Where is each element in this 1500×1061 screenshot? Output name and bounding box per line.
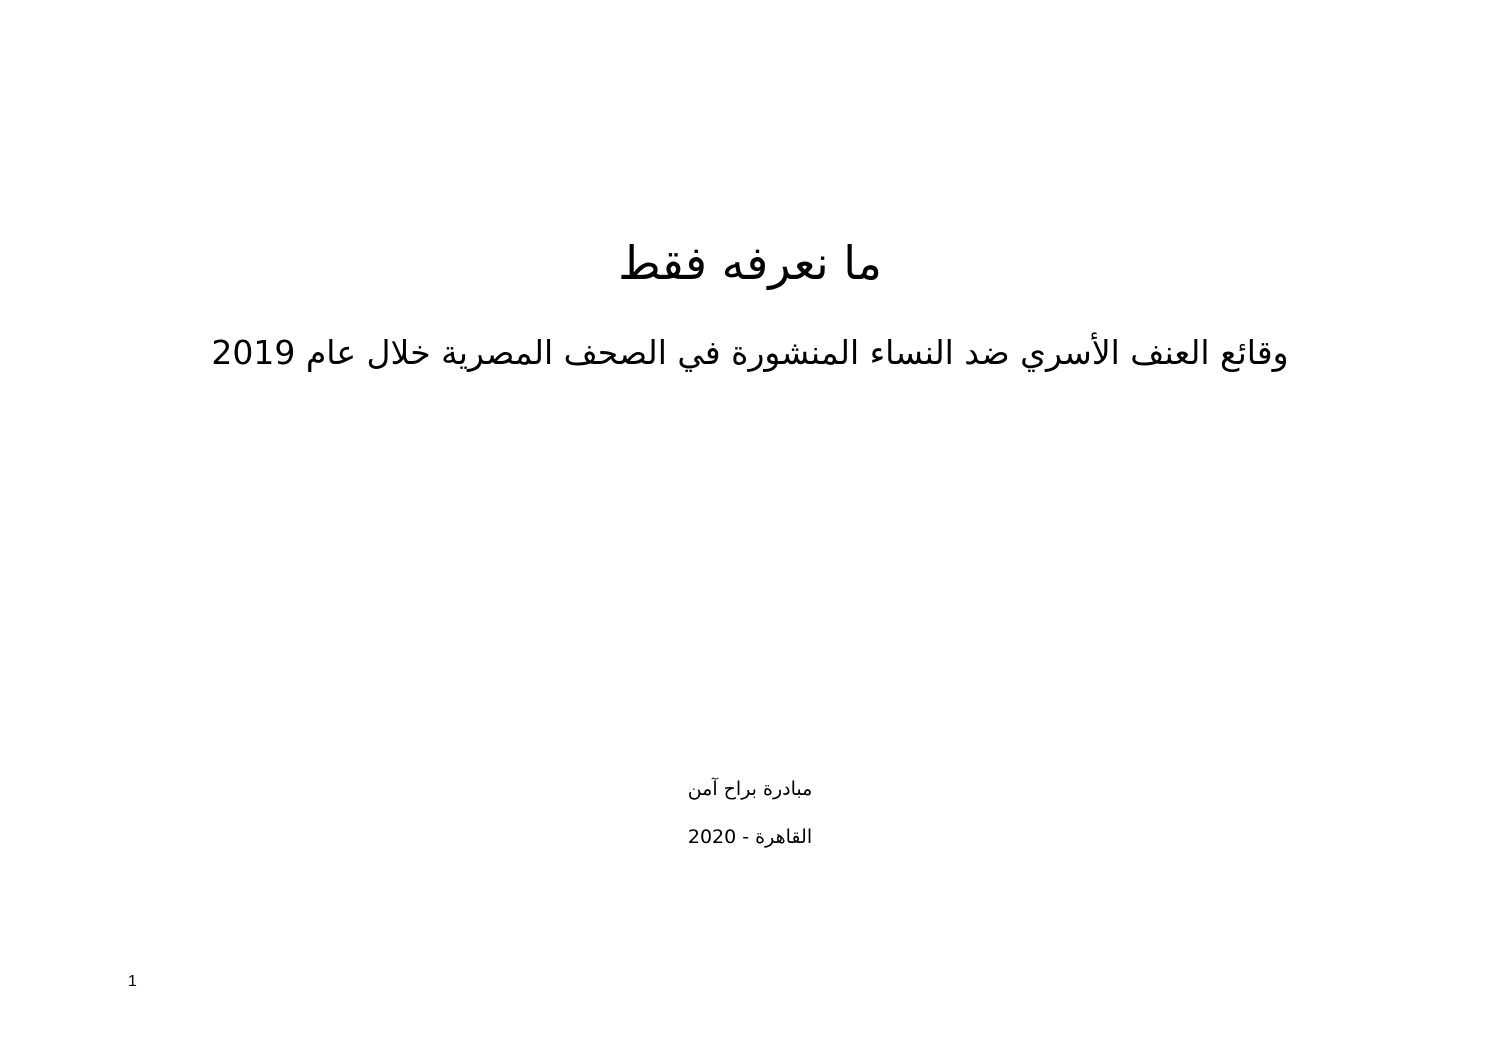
page-number: 1 bbox=[128, 973, 137, 990]
organization-name: مبادرة براح آمن bbox=[687, 778, 813, 800]
place-date: القاهرة - 2020 bbox=[687, 826, 813, 848]
document-title: ما نعرفه فقط bbox=[618, 236, 882, 290]
document-subtitle: وقائع العنف الأسري ضد النساء المنشورة في الصحف المصرية خلال عام 2019 bbox=[211, 333, 1289, 372]
